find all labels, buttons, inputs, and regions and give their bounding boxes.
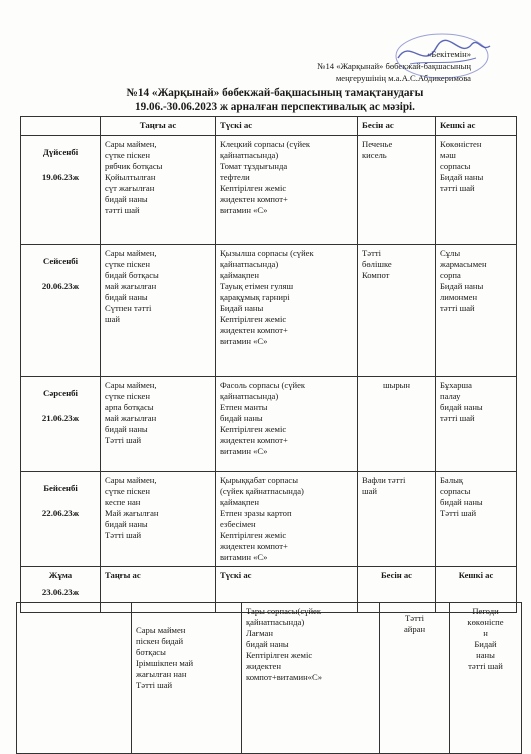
menu-line: кисель <box>362 150 387 160</box>
menu-line: Клецкий сорпасы (сүйек <box>220 139 311 149</box>
menu-line: сүтке піскен <box>105 391 150 401</box>
menu-line: наны <box>476 650 495 660</box>
approval-line-1: «Бекітемін» <box>427 49 471 59</box>
menu-line: бидай наны <box>105 292 148 302</box>
menu-line: жидектен <box>246 661 281 671</box>
menu-line: піскен бидай <box>136 636 184 646</box>
menu-line: қаймақпен <box>220 270 259 280</box>
menu-line: Бидай <box>474 639 497 649</box>
menu-line: витамин «С» <box>220 446 268 456</box>
menu-line: Тары сорпасы(сүйек <box>246 606 322 616</box>
menu-line: Кептірілген жеміс <box>220 183 287 193</box>
lunch-cell <box>242 603 380 754</box>
day-date: 20.06.23ж <box>41 281 80 291</box>
lunch-cell <box>216 245 358 377</box>
menu-line: сүтке піскен <box>105 259 150 269</box>
snack-cell <box>358 472 436 567</box>
menu-line: бидай наны <box>105 519 148 529</box>
menu-line: Қызылша сорпасы (сүйек <box>220 248 314 258</box>
menu-line: витамин «С» <box>220 552 268 562</box>
menu-line: Тәтті шай <box>136 680 173 690</box>
menu-line: Тәтті шай <box>105 435 142 445</box>
menu-line: Кептірілген жеміс <box>246 650 313 660</box>
header-snack: Бесін ас <box>358 117 436 136</box>
day-date: 19.06.23ж <box>41 172 80 182</box>
menu-line: қаймақпен <box>220 497 259 507</box>
menu-line: жағылған нан <box>136 669 187 679</box>
menu-line: Май жағылған <box>105 508 159 518</box>
menu-line: тефтели <box>220 172 250 182</box>
menu-line: жидектен компот+ <box>220 435 288 445</box>
menu-line: сүт жағылған <box>105 183 155 193</box>
menu-line: мәш <box>440 150 456 160</box>
menu-line: Кептірілген жеміс <box>220 314 287 324</box>
menu-line: Вафли тәтті <box>362 475 406 485</box>
menu-line: көкөніспе <box>467 617 504 627</box>
approval-line-2: №14 «Жарқынай» бөбекжай-бақшасының <box>317 61 471 71</box>
menu-line: Кептірілген жеміс <box>220 530 287 540</box>
menu-line: н <box>483 628 488 638</box>
menu-line: шай <box>105 314 121 324</box>
dinner-cell <box>436 472 517 567</box>
menu-line: сорпасы <box>440 486 471 496</box>
menu-line: тәтті шай <box>440 303 475 313</box>
menu-line: палау <box>440 391 461 401</box>
day-date: 21.06.23ж <box>41 413 80 423</box>
menu-line: май жағылған <box>105 413 157 423</box>
menu-line: кеспе нан <box>105 497 141 507</box>
header-dinner-repeat: Кешкі ас <box>436 567 517 613</box>
menu-line: Етпен манты <box>220 402 268 412</box>
breakfast-cell <box>101 136 216 245</box>
table-row <box>17 603 522 754</box>
lunch-cell <box>216 472 358 567</box>
day-cell <box>21 472 101 567</box>
menu-line: сорпа <box>440 270 461 280</box>
menu-line: Сары маймен, <box>105 380 157 390</box>
title-line-1: №14 «Жарқынай» бөбекжай-бақшасының тамақтанудағы <box>126 87 424 99</box>
header-snack-repeat: Бесін ас <box>358 567 436 613</box>
menu-line: Печенье <box>362 139 393 149</box>
menu-line: бидай ботқасы <box>105 270 159 280</box>
breakfast-cell <box>132 603 242 754</box>
menu-line: Компот <box>362 270 390 280</box>
menu-line: бидай наны <box>220 413 263 423</box>
menu-line: компот+витамин«С» <box>246 672 322 682</box>
header-dinner: Кешкі ас <box>436 117 517 136</box>
page-title <box>60 86 490 114</box>
menu-line: Пегоди <box>472 606 499 616</box>
day-name: Дүйсенбі <box>42 147 79 157</box>
snack-cell <box>380 603 450 754</box>
menu-line: Етпен зразы картоп <box>220 508 292 518</box>
menu-line: жидектен компот+ <box>220 541 288 551</box>
menu-line: қайнатпасында) <box>220 391 279 401</box>
header-lunch-repeat: Түскі ас <box>216 567 358 613</box>
menu-line: сорпасы <box>440 161 471 171</box>
title-line-2: 19.06.-30.06.2023 ж арналған перспективалық ас мәзірі. <box>135 101 415 113</box>
menu-line: шай <box>362 486 378 496</box>
snack-cell <box>358 245 436 377</box>
day-cell <box>21 377 101 472</box>
menu-line: бидай наны <box>105 424 148 434</box>
menu-line: бидай наны <box>105 194 148 204</box>
menu-line: Тәтті шай <box>105 530 142 540</box>
day-date: 23.06.23ж <box>41 587 80 597</box>
dinner-cell <box>436 377 517 472</box>
breakfast-cell <box>101 377 216 472</box>
menu-line: Тәтті шай <box>440 508 477 518</box>
menu-line: шырын <box>382 380 411 390</box>
breakfast-cell <box>101 472 216 567</box>
menu-line: айран <box>403 624 426 634</box>
menu-line: Лағман <box>246 628 273 638</box>
menu-line: бидай наны <box>440 497 483 507</box>
menu-line: Сары маймен, <box>105 475 157 485</box>
menu-line: Сары маймен, <box>105 139 157 149</box>
header-breakfast: Таңғы ас <box>101 117 216 136</box>
menu-line: рябчик ботқасы <box>105 161 163 171</box>
dinner-cell <box>436 245 517 377</box>
header-row <box>21 117 517 136</box>
menu-line: бөлішке <box>362 259 392 269</box>
day-cell <box>21 136 101 245</box>
approval-line-3: меңгерушінің м.а.А.С.Абдикеримова <box>335 73 471 83</box>
table-row <box>21 377 517 472</box>
day-name: Сәрсенбі <box>43 388 78 398</box>
day-date: 22.06.23ж <box>41 508 80 518</box>
lunch-cell <box>216 136 358 245</box>
menu-line: тәтті шай <box>440 183 475 193</box>
menu-line: лимонмен <box>440 292 478 302</box>
menu-line: Бұхарша <box>440 380 472 390</box>
menu-line: Тауық етімен гуляш <box>220 281 294 291</box>
menu-line: тәтті шай <box>105 205 140 215</box>
snack-cell <box>358 136 436 245</box>
menu-line: ботқасы <box>136 647 166 657</box>
menu-line: тәтті шай <box>440 413 475 423</box>
menu-line: Көкөністен <box>440 139 482 149</box>
menu-line: қайнатпасында) <box>246 617 305 627</box>
menu-line: Сұлы <box>440 248 461 258</box>
menu-line: Ірімшікпен май <box>136 658 194 668</box>
menu-line: Сары маймен <box>136 625 186 635</box>
menu-line: витамин «С» <box>220 336 268 346</box>
dinner-cell <box>450 603 522 754</box>
menu-line: Сары маймен, <box>105 248 157 258</box>
menu-line: жидектен компот+ <box>220 325 288 335</box>
menu-line: арпа ботқасы <box>105 402 154 412</box>
menu-line: жармасымен <box>440 259 487 269</box>
table-row <box>21 136 517 245</box>
table-row <box>21 245 517 377</box>
menu-line: Тәтті <box>362 248 381 258</box>
menu-line: Томат тұздығында <box>220 161 288 171</box>
menu-line: Бидай наны <box>220 303 264 313</box>
menu-line: жидектен компот+ <box>220 194 288 204</box>
menu-line: қайнатпасында) <box>220 259 279 269</box>
menu-line: бидай наны <box>440 402 483 412</box>
menu-line: Тәтті <box>405 613 424 623</box>
lunch-cell <box>216 377 358 472</box>
menu-table-main <box>20 116 517 613</box>
menu-line: (сүйек қайнатпасында) <box>220 486 304 496</box>
menu-line: Балық <box>440 475 464 485</box>
menu-line: Бидай наны <box>440 281 484 291</box>
signature-stamp <box>380 30 500 90</box>
menu-line: Фасоль сорпасы (сүйек <box>220 380 306 390</box>
dinner-cell <box>436 136 517 245</box>
header-breakfast-repeat: Таңғы ас <box>101 567 216 613</box>
breakfast-cell <box>101 245 216 377</box>
menu-line: тәтті шай <box>468 661 503 671</box>
menu-line: сүтке піскен <box>105 150 150 160</box>
menu-line: май жағылған <box>105 281 157 291</box>
menu-line: бидай наны <box>246 639 289 649</box>
menu-line: қарақұмық гарнирі <box>220 292 290 302</box>
snack-cell <box>358 377 436 472</box>
menu-line: езбесімен <box>220 519 256 529</box>
menu-line: қайнатпасында) <box>220 150 279 160</box>
menu-line: Кептірілген жеміс <box>220 424 287 434</box>
menu-line: сүтке піскен <box>105 486 150 496</box>
menu-table-continued <box>16 602 522 754</box>
menu-line: Қойылтылған <box>105 172 156 182</box>
day-name: Бейсенбі <box>43 483 78 493</box>
day-cell <box>21 245 101 377</box>
table-row <box>21 472 517 567</box>
header-lunch: Түскі ас <box>216 117 358 136</box>
menu-line: Сүтпен тәтті <box>105 303 152 313</box>
menu-line: Бидай наны <box>440 172 484 182</box>
menu-line: Қырыққабат сорпасы <box>220 475 299 485</box>
day-name: Сейсенбі <box>42 256 79 266</box>
menu-line: витамин «С» <box>220 205 268 215</box>
day-name: Жұма <box>48 570 73 580</box>
